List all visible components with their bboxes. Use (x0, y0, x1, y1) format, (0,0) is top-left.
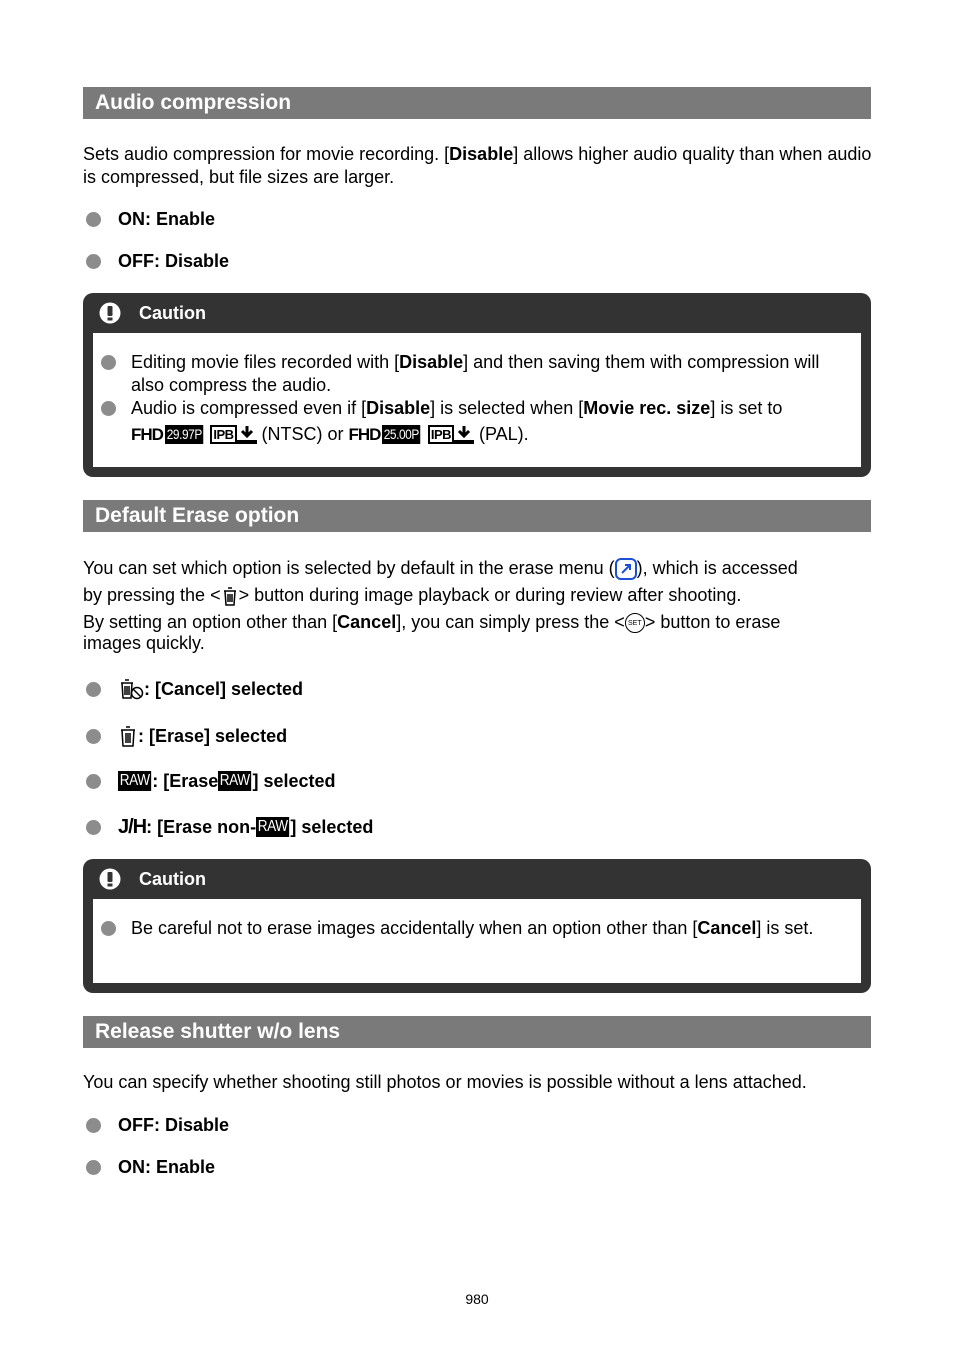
raw-icon: RAW (119, 772, 150, 789)
set-button-icon: SET (625, 613, 645, 633)
bullet-icon (86, 254, 101, 269)
erase-cancel-icon (118, 677, 144, 701)
link-icon[interactable] (615, 558, 637, 580)
bullet-icon (86, 774, 101, 789)
bullet-icon (86, 682, 101, 697)
light-compression-icon (454, 426, 474, 444)
bullet-icon (86, 212, 101, 227)
audio-option-on: ON: Enable (86, 208, 215, 230)
trash-icon (118, 724, 138, 748)
bullet-icon (101, 355, 116, 370)
section-title-default-erase: Default Erase option (83, 500, 871, 532)
bullet-icon (86, 820, 101, 835)
ipb-icon: IPB (428, 425, 454, 444)
raw-icon: RAW (219, 772, 250, 789)
caution-header: Caution (93, 293, 861, 333)
bullet-icon (86, 1118, 101, 1133)
bullet-icon (101, 921, 116, 936)
jpeg-heif-icon: J/H (118, 816, 147, 838)
caution-icon (99, 302, 121, 324)
trash-icon (221, 586, 239, 606)
erase-option-non-raw: J/H : [Erase non- RAW ] selected (86, 816, 373, 838)
caution-icon (99, 868, 121, 890)
caution-item: Editing movie files recorded with [Disable] and then saving them with compression will also compress the audio. (101, 351, 843, 397)
raw-icon: RAW (257, 818, 288, 835)
caution-header: Caution (93, 859, 861, 899)
caution-item: Audio is compressed even if [Disable] is selected when [Movie rec. size] is set to FHD 29.97P IPB (NTSC) or FHD 25.00P IPB (PAL). (101, 397, 843, 446)
fps-pal-icon: 25.00P (384, 426, 420, 442)
section-title-release-shutter: Release shutter w/o lens (83, 1016, 871, 1048)
erase-option-erase: : [Erase] selected (86, 724, 287, 748)
ipb-icon: IPB (210, 425, 236, 444)
release-intro: You can specify whether shooting still photos or movies is possible without a lens attached. (83, 1072, 807, 1092)
audio-option-off: OFF: Disable (86, 250, 229, 272)
erase-intro: You can set which option is selected by default in the erase menu ( ), which is accessed by pressing the < > button during image playback or during review after shooting. By setting an option other than [Cancel], you can simply press the < SET > button to erase (83, 558, 798, 632)
caution-box-erase (83, 859, 871, 993)
caution-item: Be careful not to erase images accidentally when an option other than [Cancel] is set. (101, 917, 843, 940)
fhd-icon: FHD (348, 425, 381, 444)
release-option-off: OFF: Disable (86, 1114, 229, 1136)
bullet-icon (101, 401, 116, 416)
caution-body (93, 899, 861, 983)
movie-size-ntsc-icons (131, 423, 257, 446)
caution-box-audio (83, 293, 871, 477)
bullet-icon (86, 729, 101, 744)
fhd-icon: FHD (131, 425, 163, 444)
fps-ntsc-icon: 29.97P (166, 426, 202, 442)
movie-size-pal-icons (349, 423, 475, 446)
light-compression-icon (237, 426, 257, 444)
erase-option-raw: RAW : [Erase RAW ] selected (86, 770, 336, 792)
erase-option-cancel: : [Cancel] selected (86, 677, 303, 701)
erase-intro-end: images quickly. (83, 633, 205, 653)
page-number: 980 (465, 1291, 489, 1307)
release-option-on: ON: Enable (86, 1156, 215, 1178)
audio-intro: Sets audio compression for movie recording. [Disable] allows higher audio quality than when audio is compressed, but file sizes are larger. (83, 144, 872, 187)
bullet-icon (86, 1160, 101, 1175)
caution-body (93, 333, 861, 467)
section-title-audio-compression: Audio compression (83, 87, 871, 119)
